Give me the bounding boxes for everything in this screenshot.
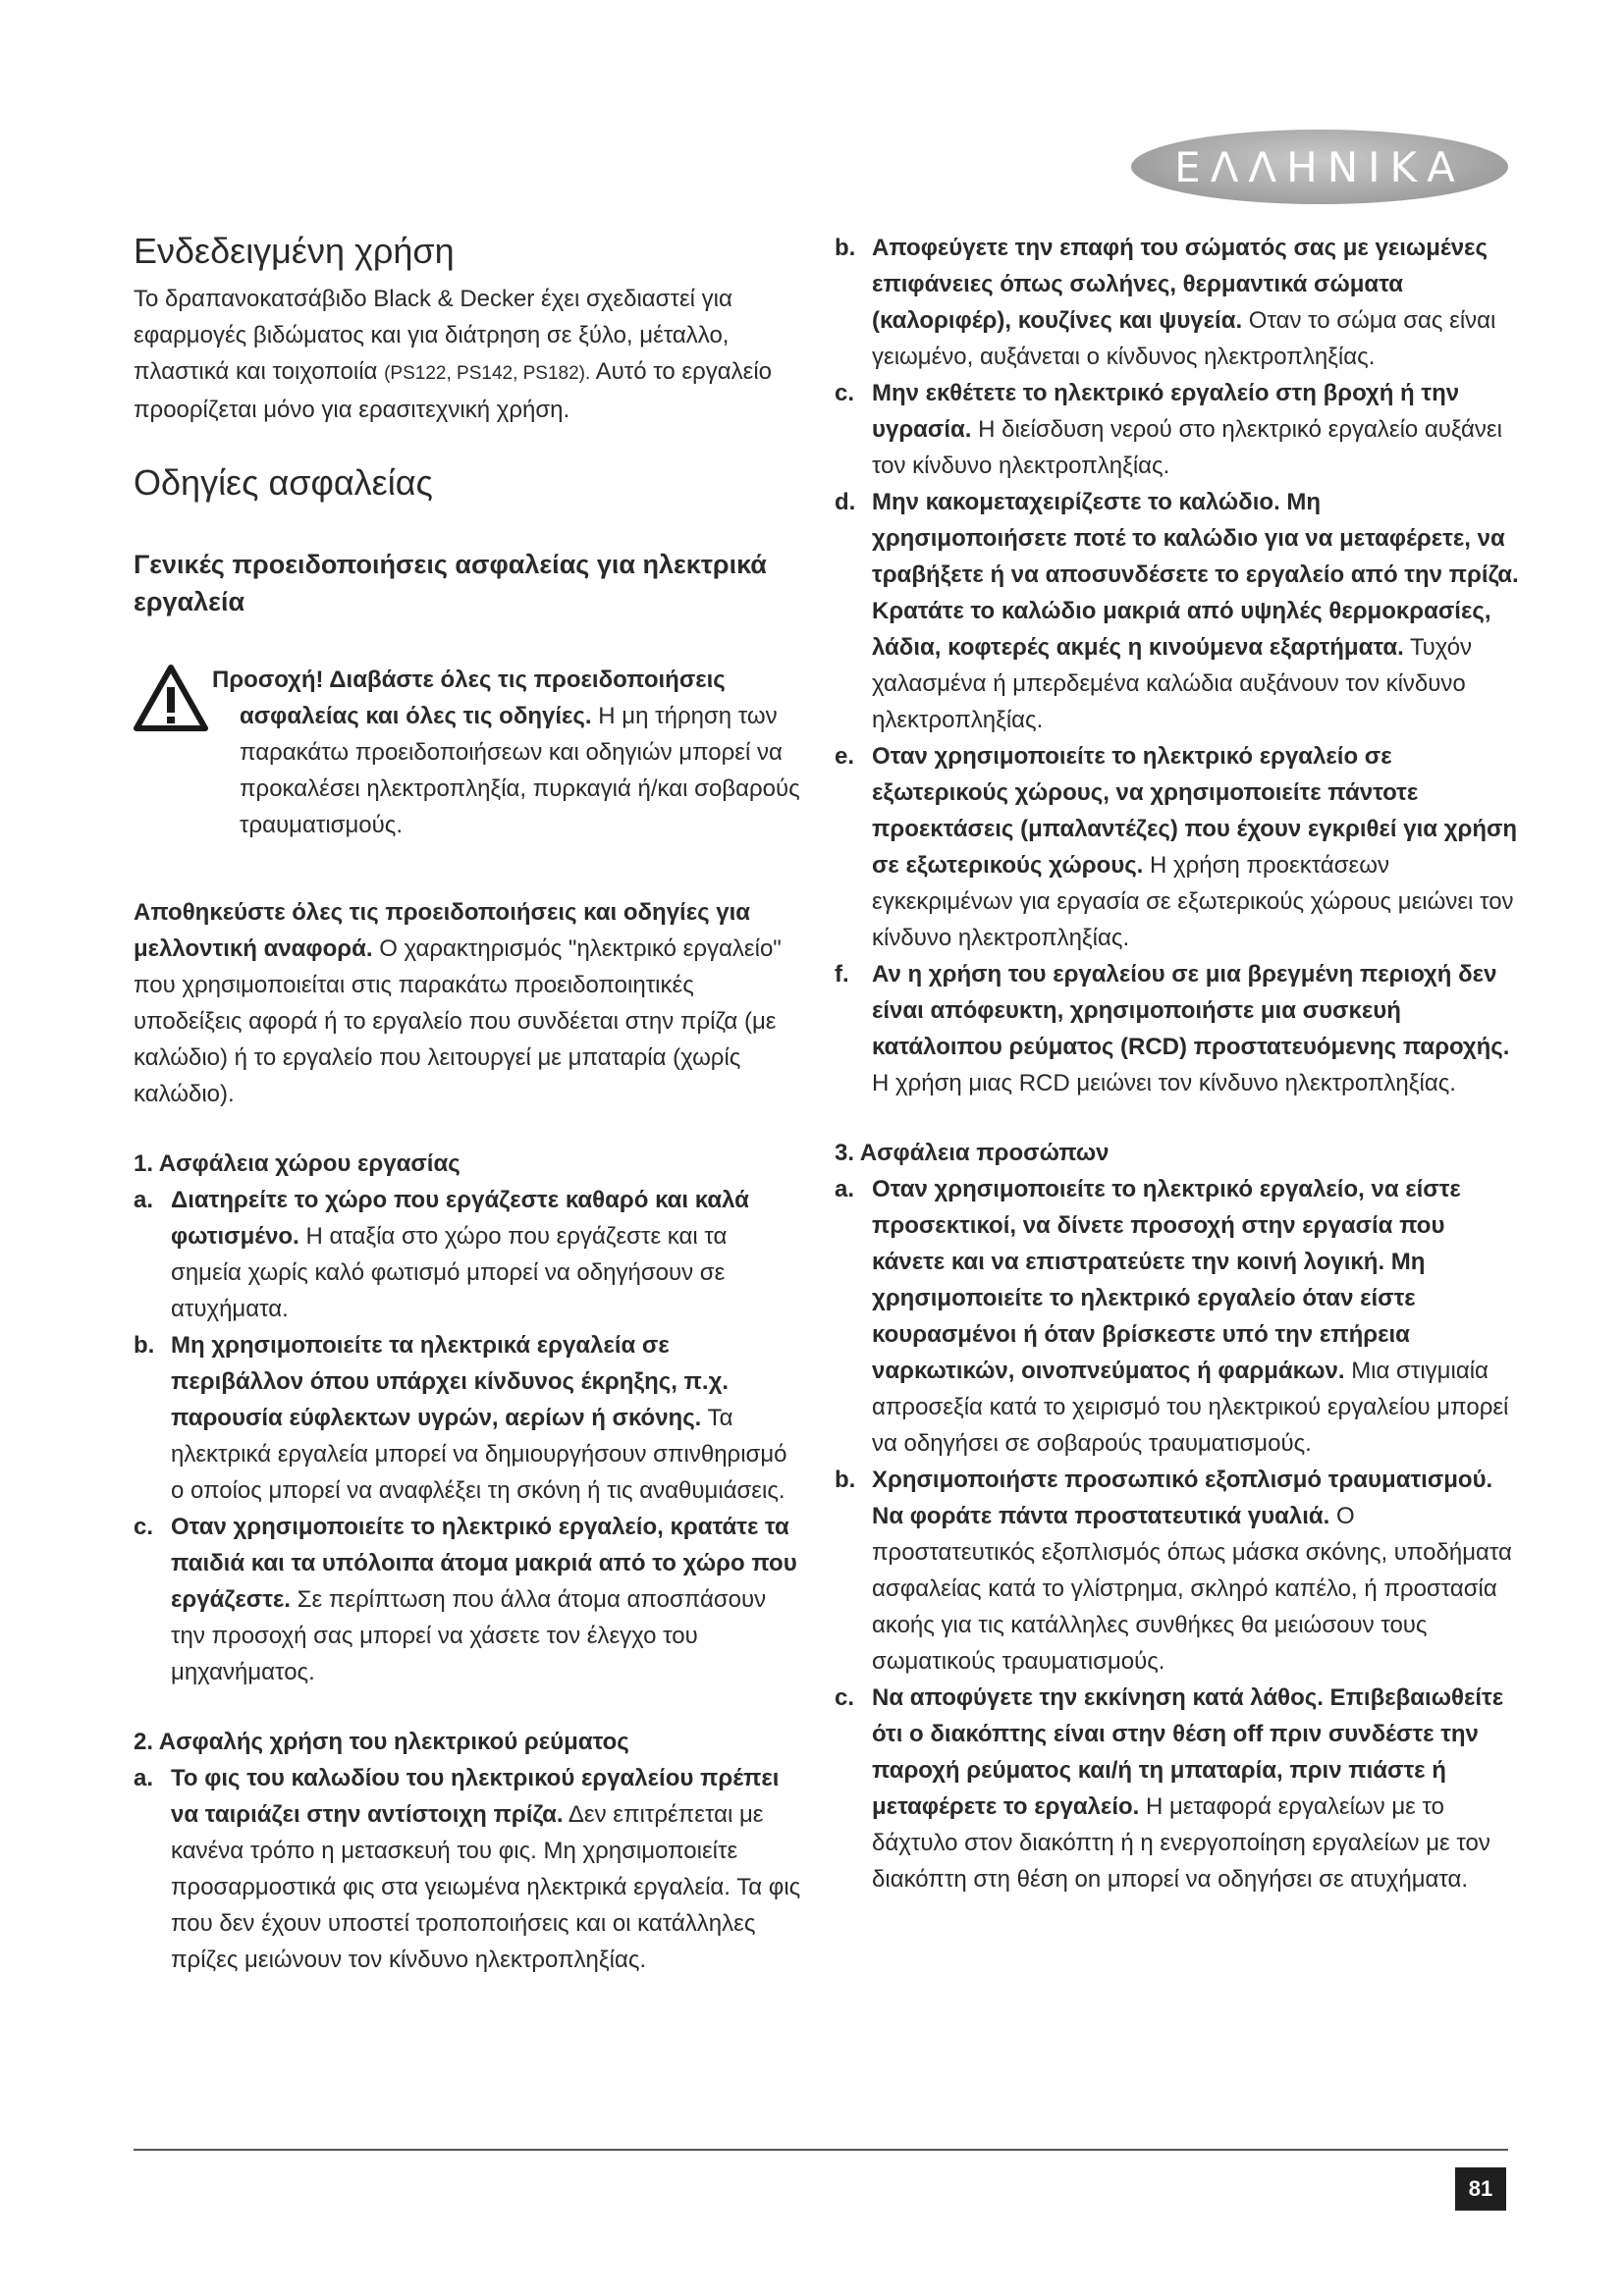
intended-use-models: (PS122, PS142, PS182). [384, 363, 591, 384]
list-item [835, 738, 1522, 956]
item-bold: Οταν χρησιμοποιείτε το ηλεκτρικό εργαλείο, κρατάτε τα παιδιά και τα υπόλοιπα άτομα μακριά από το χώρο που εργάζεστε. [171, 1514, 797, 1613]
item-bold: Χρησιμοποιήστε προσωπικό εξοπλισμό τραυματισμού. Να φοράτε πάντα προστατευτικά γυαλιά. [872, 1467, 1493, 1529]
item-bold: Διατηρείτε το χώρο που εργάζεστε καθαρό και καλά φωτισμένο. [171, 1187, 749, 1250]
warning-body: Η μη τήρηση των παρακάτω προειδοποιήσεων και οδηγιών μπορεί να προκαλέσει ηλεκτροπληξία, πυρκαγιά ή/και σοβαρούς τραυματισμούς. [240, 703, 800, 838]
item-label: c. [134, 1514, 154, 1540]
item-body: Η χρήση προεκτάσεων εγκεκριμένων για εργασία σε εξωτερικούς χώρους μειώνει τον κίνδυνο ηλεκτροπληξίας. [872, 852, 1514, 951]
item-label: a. [835, 1176, 855, 1202]
list-item [835, 1462, 1522, 1680]
warning-bold-first: Προσοχή! Διαβάστε όλες τις προειδοποιήσεις [212, 667, 726, 693]
intended-use-text [134, 281, 801, 428]
item-text [872, 484, 1522, 738]
save-bold: Αποθηκεύστε όλες τις προειδοποιήσεις και οδηγίες για μελλοντική αναφορά. [134, 899, 751, 962]
item-label: a. [134, 1187, 154, 1213]
item-body: Σε περίπτωση που άλλα άτομα αποσπάσουν την προσοχή σας μπορεί να χάσετε τον έλεγχο του μηχανήματος. [171, 1586, 767, 1685]
intended-use-text-b: Αυτό το εργαλείο προορίζεται μόνο για ερασιτεχνική χρήση. [134, 358, 773, 423]
item-text [171, 1182, 801, 1327]
save-text: Ο χαρακτηρισμός "ηλεκτρικό εργαλείο" που χρησιμοποιείται στις παρακάτω προειδοποιητικές υποδείξεις αφορά ή το εργαλείο που συνδέεται στην πρίζα (με καλώδιο) ή το εργαλείο που λειτουργεί με μπαταρία (χωρίς καλώδιο). [134, 935, 782, 1107]
item-bold: Μην εκθέτετε το ηλεκτρικό εργαλείο στη βροχή ή την υγρασία. [872, 380, 1460, 443]
list-item [835, 1680, 1522, 1897]
warning-text [212, 662, 801, 843]
list-item [134, 1760, 801, 1978]
item-body: Η διείσδυση νερού στο ηλεκτρικό εργαλείο αυξάνει τον κίνδυνο ηλεκτροπληξίας. [872, 416, 1502, 479]
item-text [872, 375, 1522, 484]
item-bold: Αν η χρήση του εργαλείου σε μια βρεγμένη περιοχή δεν είναι απόφευκτη, χρησιμοποιήστε μια συσκευή κατάλοιπου ρεύματος (RCD) προστατευόμενης παροχής. [872, 961, 1510, 1060]
item-body: Η χρήση μιας RCD μειώνει τον κίνδυνο ηλεκτροπληξίας. [872, 1070, 1456, 1096]
item-text [872, 1680, 1522, 1897]
item-body: Δεν επιτρέπεται με κανένα τρόπο η μετασκευή του φις. Μη χρησιμοποιείτε προσαρμοστικά φις στα γειωμένα ηλεκτρικά εργαλεία. Τα φις που δεν έχουν υποστεί τροποποιήσεις και οι κατάλληλες πρίζες μειώνουν τον κίνδυνο ηλεκτροπληξίας. [171, 1801, 801, 1973]
item-label: b. [835, 1467, 856, 1493]
item-bold: Μην κακομεταχειρίζεστε το καλώδιο. Μη χρησιμοποιήσετε ποτέ το καλώδιο για να μεταφέρετε, να τραβήξετε ή να αποσυνδέσετε το εργαλείο από την πρίζα. Κρατάτε το καλώδιο μακριά από υψηλές θερμοκρασίες, λάδια, κοφτερές ακμές η κινούμενα εξαρτήματα. [872, 489, 1519, 661]
item-body: Μια στιγμιαία απροσεξία κατά το χειρισμό του ηλεκτρικού εργαλείου μπορεί να οδηγήσει σε σοβαρούς τραυματισμούς. [872, 1358, 1509, 1457]
list-item [134, 1509, 801, 1690]
item-text [872, 738, 1522, 956]
item-label: c. [835, 380, 855, 406]
warning-block [134, 662, 801, 843]
item-text [872, 230, 1522, 375]
list-item [134, 1182, 801, 1327]
item-label: a. [134, 1765, 154, 1791]
item-body: Τα ηλεκτρικά εργαλεία μπορεί να δημιουργήσουν σπινθηρισμό ο οποίος μπορεί να αναφλέξει τη σκόνη ή τις αναθυμιάσεις. [171, 1405, 787, 1504]
save-instructions [134, 894, 801, 1112]
item-bold: Οταν χρησιμοποιείτε το ηλεκτρικό εργαλείο σε εξωτερικούς χώρους, να χρησιμοποιείτε πάντοτε προεκτάσεις (μπαλαντέζες) που έχουν εγκριθεί για χρήση σε εξωτερικούς χώρους. [872, 743, 1518, 879]
item-label: e. [835, 743, 855, 770]
section-1-title: 1. Ασφάλεια χώρου εργασίας [134, 1150, 460, 1177]
warning-bold-second: ασφαλείας και όλες τις οδηγίες. [240, 703, 592, 729]
page-number: 81 [1455, 2167, 1506, 2211]
safety-title: Οδηγίες ασφαλείας [134, 462, 433, 503]
list-item [835, 375, 1522, 484]
intended-use-title: Ενδεδειγμένη χρήση [134, 231, 455, 271]
item-body: Τυχόν χαλασμένα ή μπερδεμένα καλώδια αυξάνουν τον κίνδυνο ηλεκτροπληξίας. [872, 634, 1473, 733]
item-label: f. [835, 961, 849, 988]
section-2-title: 2. Ασφαλής χρήση του ηλεκτρικού ρεύματος [134, 1729, 629, 1755]
item-body: Ο προστατευτικός εξοπλισμός όπως μάσκα σκόνης, υποδήματα ασφαλείας κατά το γλίστρημα, σκληρό καπέλο, ή προστασία ακοής για τις κατάλληλες συνθήκες θα μειώσουν τους σωματικούς τραυματισμούς. [872, 1503, 1512, 1675]
list-item [835, 956, 1522, 1101]
section-3-title: 3. Ασφάλεια προσώπων [835, 1140, 1110, 1166]
left-column [134, 230, 801, 1978]
list-item [835, 1171, 1522, 1462]
item-body: Η αταξία στο χώρο που εργάζεστε και τα σημεία χωρίς καλό φωτισμό μπορεί να οδηγήσουν σε ατυχήματα. [171, 1223, 728, 1322]
item-bold: Μη χρησιμοποιείτε τα ηλεκτρικά εργαλεία σε περιβάλλον όπου υπάρχει κίνδυνος έκρηξης, π.χ. παρουσία εύφλεκτων υγρών, αερίων ή σκόνης. [171, 1332, 730, 1431]
item-text [171, 1760, 801, 1978]
item-label: b. [835, 235, 856, 261]
list-item [835, 230, 1522, 375]
item-bold: Το φις του καλωδίου του ηλεκτρικού εργαλείου πρέπει να ταιριάζει στην αντίστοιχη πρίζα. [171, 1765, 780, 1828]
item-text [171, 1327, 801, 1509]
footer-rule [134, 2149, 1508, 2151]
item-label: b. [134, 1332, 155, 1359]
right-column [835, 230, 1522, 1897]
item-body: Οταν το σώμα σας είναι γειωμένο, αυξάνεται ο κίνδυνος ηλεκτροπληξίας. [872, 307, 1496, 370]
item-text [872, 1462, 1522, 1680]
item-label: c. [835, 1684, 855, 1711]
item-label: d. [835, 489, 856, 515]
intended-use-text-a: Το δραπανοκατσάβιδο Black & Decker έχει σχεδιαστεί για εφαρμογές βιδώματος και για διάτρηση σε ξύλο, μέταλλο, πλαστικά και τοιχοποιία [134, 286, 732, 385]
item-bold: Οταν χρησιμοποιείτε το ηλεκτρικό εργαλείο, να είστε προσεκτικοί, να δίνετε προσοχή στην εργασία που κάνετε και να επιστρατεύετε την κοινή λογική. Μη χρησιμοποιείτε το ηλεκτρικό εργαλείο όταν είστε κουρασμένοι ή όταν βρίσκεστε υπό την επήρεια ναρκωτικών, οινοπνεύματος ή φαρμάκων. [872, 1176, 1461, 1384]
item-bold: Αποφεύγετε την επαφή του σώματός σας με γειωμένες επιφάνειες όπως σωλήνες, θερμαντικά σώματα (καλοριφέρ), κουζίνες και ψυγεία. [872, 235, 1488, 334]
item-bold: Να αποφύγετε την εκκίνηση κατά λάθος. Επιβεβαιωθείτε ότι ο διακόπτης είναι στην θέση off πριν συνδέστε την παροχή ρεύματος και/ή τη μπαταρία, πριν πιάστε ή μεταφέρετε το εργαλείο. [872, 1684, 1504, 1820]
language-badge: ΕΛΛΗΝΙΚΑ [1131, 130, 1508, 204]
item-text [872, 1171, 1522, 1462]
list-item [835, 484, 1522, 738]
warning-triangle-icon [134, 664, 208, 732]
item-text [872, 956, 1522, 1101]
item-body: Η μεταφορά εργαλείων με το δάχτυλο στον διακόπτη ή η ενεργοποίηση εργαλείων με τον διακόπτη στη θέση on μπορεί να οδηγήσει σε ατυχήματα. [872, 1793, 1490, 1893]
item-text [171, 1509, 801, 1690]
list-item [134, 1327, 801, 1509]
general-warnings-title: Γενικές προειδοποιήσεις ασφαλείας για ηλεκτρικά εργαλεία [134, 550, 767, 616]
